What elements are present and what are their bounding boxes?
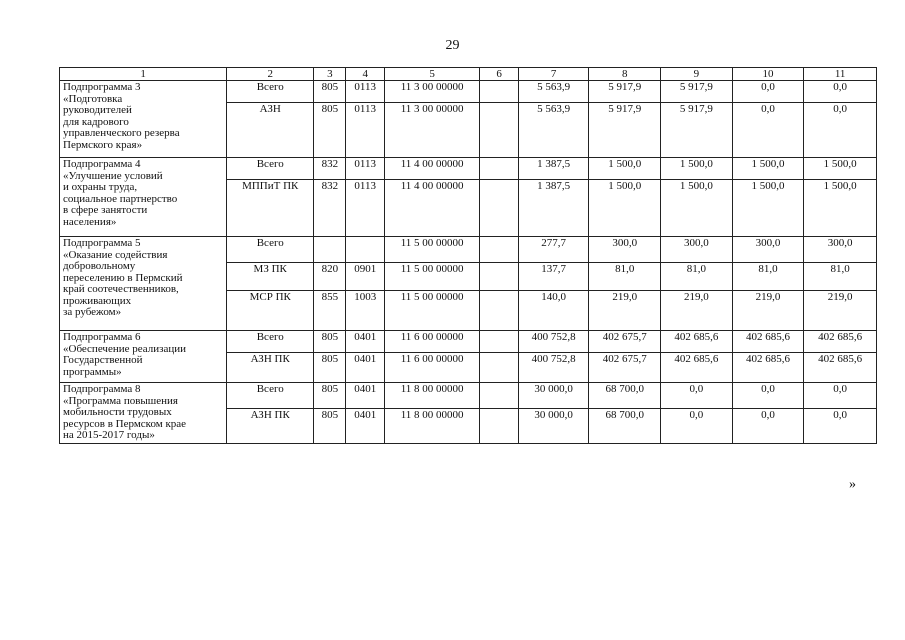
section-cell: 0401 <box>346 383 384 409</box>
amount-cell: 0,0 <box>732 383 804 409</box>
expense-type-cell <box>480 103 518 158</box>
expense-type-cell <box>480 331 518 353</box>
executor-cell: Всего <box>227 331 314 353</box>
amount-cell: 300,0 <box>804 237 877 263</box>
amount-cell: 68 700,0 <box>589 409 661 443</box>
expense-type-cell <box>480 353 518 383</box>
code-cell: 805 <box>314 409 346 443</box>
section-cell: 0113 <box>346 158 384 180</box>
amount-cell: 1 500,0 <box>732 158 804 180</box>
amount-cell: 1 500,0 <box>804 180 877 237</box>
amount-cell: 0,0 <box>732 81 804 103</box>
executor-cell: АЗН ПК <box>227 409 314 443</box>
amount-cell: 137,7 <box>518 263 589 291</box>
section-cell: 0113 <box>346 81 384 103</box>
header-cell: 4 <box>346 68 384 81</box>
executor-cell: МСР ПК <box>227 291 314 331</box>
amount-cell: 81,0 <box>804 263 877 291</box>
amount-cell: 140,0 <box>518 291 589 331</box>
header-cell: 2 <box>227 68 314 81</box>
executor-cell: Всего <box>227 383 314 409</box>
executor-cell: МППиТ ПК <box>227 180 314 237</box>
table-row <box>60 237 877 263</box>
code-cell <box>314 237 346 263</box>
amount-cell: 402 685,6 <box>661 331 733 353</box>
amount-cell: 1 500,0 <box>589 180 661 237</box>
amount-cell: 68 700,0 <box>589 383 661 409</box>
amount-cell: 81,0 <box>732 263 804 291</box>
section-cell: 0401 <box>346 353 384 383</box>
amount-cell: 81,0 <box>589 263 661 291</box>
amount-cell: 5 563,9 <box>518 81 589 103</box>
amount-cell: 1 500,0 <box>661 180 733 237</box>
expense-type-cell <box>480 81 518 103</box>
amount-cell: 402 685,6 <box>804 331 877 353</box>
target-code-cell: 11 3 00 00000 <box>384 81 480 103</box>
target-code-cell: 11 4 00 00000 <box>384 180 480 237</box>
target-code-cell: 11 6 00 00000 <box>384 331 480 353</box>
amount-cell: 300,0 <box>732 237 804 263</box>
code-cell: 805 <box>314 103 346 158</box>
target-code-cell: 11 8 00 00000 <box>384 383 480 409</box>
executor-cell: Всего <box>227 158 314 180</box>
amount-cell: 300,0 <box>589 237 661 263</box>
target-code-cell: 11 6 00 00000 <box>384 353 480 383</box>
amount-cell: 219,0 <box>661 291 733 331</box>
header-cell: 11 <box>804 68 877 81</box>
budget-table <box>59 67 877 444</box>
header-cell: 8 <box>589 68 661 81</box>
amount-cell: 0,0 <box>661 383 733 409</box>
table-row <box>60 383 877 409</box>
expense-type-cell <box>480 237 518 263</box>
section-cell: 0401 <box>346 331 384 353</box>
amount-cell: 219,0 <box>589 291 661 331</box>
executor-cell: АЗН ПК <box>227 353 314 383</box>
target-code-cell: 11 5 00 00000 <box>384 237 480 263</box>
subprogram-name: Подпрограмма 6 «Обеспечение реализации Государственной программы» <box>60 331 227 383</box>
page-number: 29 <box>445 38 460 53</box>
section-cell: 0901 <box>346 263 384 291</box>
amount-cell: 5 563,9 <box>518 103 589 158</box>
code-cell: 805 <box>314 383 346 409</box>
subprogram-name: Подпрограмма 5 «Оказание содействия добровольному переселению в Пермский край соотечественников, проживающих за рубежом» <box>60 237 227 331</box>
section-cell: 0113 <box>346 103 384 158</box>
amount-cell: 402 675,7 <box>589 331 661 353</box>
subprogram-name: Подпрограмма 4 «Улучшение условий и охраны труда, социальное партнерство в сфере занятости населения» <box>60 158 227 237</box>
executor-cell: МЗ ПК <box>227 263 314 291</box>
table-body <box>60 68 877 444</box>
executor-cell: Всего <box>227 237 314 263</box>
amount-cell: 0,0 <box>732 103 804 158</box>
code-cell: 820 <box>314 263 346 291</box>
amount-cell: 400 752,8 <box>518 331 589 353</box>
target-code-cell: 11 5 00 00000 <box>384 263 480 291</box>
amount-cell: 1 500,0 <box>804 158 877 180</box>
amount-cell: 402 685,6 <box>804 353 877 383</box>
executor-cell: Всего <box>227 81 314 103</box>
expense-type-cell <box>480 291 518 331</box>
header-cell: 1 <box>60 68 227 81</box>
amount-cell: 1 387,5 <box>518 180 589 237</box>
amount-cell: 0,0 <box>732 409 804 443</box>
section-cell <box>346 237 384 263</box>
subprogram-name: Подпрограмма 8 «Программа повышения мобильности трудовых ресурсов в Пермском крае на 2015-2017 годы» <box>60 383 227 444</box>
amount-cell: 0,0 <box>804 383 877 409</box>
amount-cell: 81,0 <box>661 263 733 291</box>
amount-cell: 5 917,9 <box>589 103 661 158</box>
amount-cell: 300,0 <box>661 237 733 263</box>
target-code-cell: 11 3 00 00000 <box>384 103 480 158</box>
header-row <box>60 68 877 81</box>
amount-cell: 30 000,0 <box>518 383 589 409</box>
subprogram-name: Подпрограмма 3 «Подготовка руководителей для кадрового управленческого резерва Пермского края» <box>60 81 227 158</box>
section-cell: 0113 <box>346 180 384 237</box>
amount-cell: 402 685,6 <box>732 353 804 383</box>
amount-cell: 1 500,0 <box>732 180 804 237</box>
header-cell: 3 <box>314 68 346 81</box>
target-code-cell: 11 4 00 00000 <box>384 158 480 180</box>
code-cell: 855 <box>314 291 346 331</box>
header-cell: 6 <box>480 68 518 81</box>
amount-cell: 0,0 <box>804 103 877 158</box>
amount-cell: 402 685,6 <box>661 353 733 383</box>
amount-cell: 219,0 <box>732 291 804 331</box>
amount-cell: 402 675,7 <box>589 353 661 383</box>
amount-cell: 5 917,9 <box>661 103 733 158</box>
amount-cell: 400 752,8 <box>518 353 589 383</box>
expense-type-cell <box>480 158 518 180</box>
amount-cell: 1 500,0 <box>661 158 733 180</box>
target-code-cell: 11 5 00 00000 <box>384 291 480 331</box>
table-row <box>60 81 877 103</box>
table-row <box>60 331 877 353</box>
amount-cell: 0,0 <box>804 409 877 443</box>
amount-cell: 30 000,0 <box>518 409 589 443</box>
code-cell: 805 <box>314 353 346 383</box>
amount-cell: 0,0 <box>661 409 733 443</box>
amount-cell: 0,0 <box>804 81 877 103</box>
code-cell: 832 <box>314 180 346 237</box>
expense-type-cell <box>480 383 518 409</box>
amount-cell: 219,0 <box>804 291 877 331</box>
code-cell: 832 <box>314 158 346 180</box>
expense-type-cell <box>480 180 518 237</box>
section-cell: 1003 <box>346 291 384 331</box>
amount-cell: 5 917,9 <box>589 81 661 103</box>
code-cell: 805 <box>314 81 346 103</box>
header-cell: 7 <box>518 68 589 81</box>
amount-cell: 402 685,6 <box>732 331 804 353</box>
header-cell: 9 <box>661 68 733 81</box>
amount-cell: 5 917,9 <box>661 81 733 103</box>
closing-quote: » <box>849 477 856 492</box>
expense-type-cell <box>480 409 518 443</box>
executor-cell: АЗН <box>227 103 314 158</box>
code-cell: 805 <box>314 331 346 353</box>
amount-cell: 1 387,5 <box>518 158 589 180</box>
header-cell: 5 <box>384 68 480 81</box>
header-cell: 10 <box>732 68 804 81</box>
target-code-cell: 11 8 00 00000 <box>384 409 480 443</box>
amount-cell: 277,7 <box>518 237 589 263</box>
table-row <box>60 158 877 180</box>
expense-type-cell <box>480 263 518 291</box>
section-cell: 0401 <box>346 409 384 443</box>
amount-cell: 1 500,0 <box>589 158 661 180</box>
